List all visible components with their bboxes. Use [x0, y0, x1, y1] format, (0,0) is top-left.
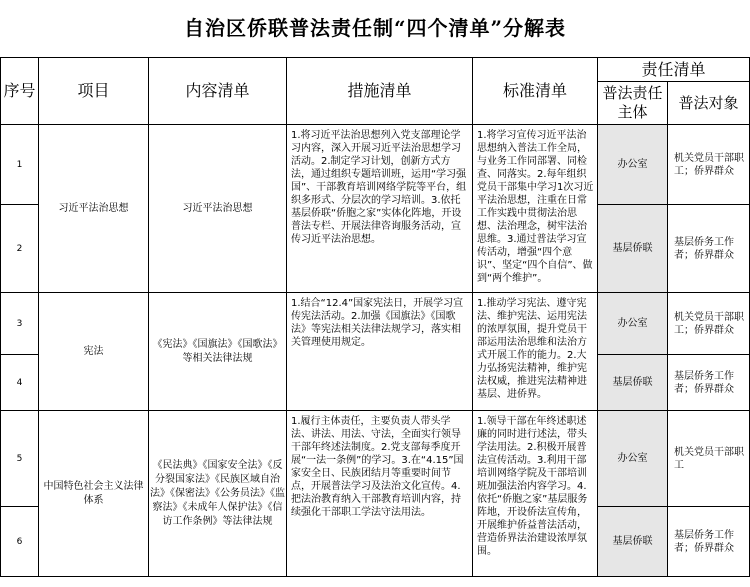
header-measures: 措施清单 [287, 58, 473, 125]
measures-cell: 1.将习近平法治思想列入党支部理论学习内容，深入开展习近平法治思想学习活动。2.制定学习计划，创新方式方法，通过组织专题培训班，运用“学习强国”、干部教育培训网络学院等平台，组织多形式、分层次的学习培训。3.依托基层侨联“侨胞之家”实体化阵地，开设普法专栏、开展法律咨询服务活动，宣传习近平法治思想。 [287, 125, 473, 293]
target-cell: 基层侨务工作者；侨界群众 [668, 355, 750, 411]
standard-cell: 1.领导干部在年终述职述廉的同时进行述法，带头学法用法。2.积极开展普法宣传活动。3.利用干部培训网络学院及干部培训班加强法治内容学习。4.依托“侨胞之家”基层服务阵地，开设侨法宣传角，开展维护侨益普法活动，营造侨界法治建设浓厚氛围。 [473, 411, 598, 577]
header-content: 内容清单 [149, 58, 287, 125]
item-cell: 宪法 [39, 293, 149, 411]
target-cell: 基层侨务工作者；侨界群众 [668, 205, 750, 293]
row-no: 1 [1, 125, 39, 205]
row-no: 4 [1, 355, 39, 411]
row-no: 6 [1, 507, 39, 577]
content-cell: 《民法典》《国家安全法》《反分裂国家法》《民族区域自治法》《保密法》《公务员法》《监察法》《未成年人保护法》《信访工作条例》等法律法规 [149, 411, 287, 577]
target-cell: 机关党员干部职工 [668, 411, 750, 507]
header-standard: 标准清单 [473, 58, 598, 125]
page-title: 自治区侨联普法责任制“四个清单”分解表 [183, 16, 566, 40]
subject-cell: 办公室 [598, 125, 668, 205]
row-no: 5 [1, 411, 39, 507]
header-no: 序号 [1, 58, 39, 125]
subject-cell: 办公室 [598, 411, 668, 507]
content-cell: 《宪法》《国旗法》《国歌法》等相关法律法规 [149, 293, 287, 411]
item-cell: 中国特色社会主义法律体系 [39, 411, 149, 577]
target-cell: 基层侨务工作者；侨界群众 [668, 507, 750, 577]
standard-cell: 1.推动学习宪法、遵守宪法、维护宪法、运用宪法的浓厚氛围，提升党员干部运用法治思维和法治方式开展工作的能力。2.大力弘扬宪法精神，维护宪法权威，推进宪法精神进基层、进侨界。 [473, 293, 598, 411]
table-row [1, 125, 750, 205]
subject-cell: 基层侨联 [598, 205, 668, 293]
row-no: 2 [1, 205, 39, 293]
header-target: 普法对象 [668, 82, 750, 125]
subject-cell: 办公室 [598, 293, 668, 355]
header-row-top [1, 58, 750, 82]
item-cell: 习近平法治思想 [39, 125, 149, 293]
target-cell: 机关党员干部职工；侨界群众 [668, 293, 750, 355]
header-item: 项目 [39, 58, 149, 125]
standard-cell: 1.将学习宣传习近平法治思想纳入普法工作全局，与业务工作同部署、同检查、同落实。2.每年组织党员干部集中学习1次习近平法治思想，注重在日常工作实践中贯彻法治思想、法治理念，树牢法治思维。3.通过普法学习宣传活动，增强“四个意识”、坚定“四个自信”、做到“两个维护”。 [473, 125, 598, 293]
measures-cell: 1.结合“12.4”国家宪法日，开展学习宣传宪法活动。2.加强《国旗法》《国歌法》等宪法相关法律法规学习，落实相关管理使用规定。 [287, 293, 473, 411]
header-responsibility: 责任清单 [598, 58, 750, 82]
target-cell: 机关党员干部职工；侨界群众 [668, 125, 750, 205]
table-row [1, 411, 750, 507]
table-row [1, 293, 750, 355]
subject-cell: 基层侨联 [598, 355, 668, 411]
row-no: 3 [1, 293, 39, 355]
duty-table [0, 57, 750, 577]
header-subject: 普法责任主体 [598, 82, 668, 125]
content-cell: 习近平法治思想 [149, 125, 287, 293]
measures-cell: 1.履行主体责任，主要负责人带头学法、讲法、用法、守法，全面实行领导干部年终述法制度。2.党支部每季度开展“一法一条例”的学习。3.在“4.15”国家安全日、民族团结月等重要时间节点，开展普法学习及法治文化宣传。4.把法治教育纳入干部教育培训内容，持续强化干部职工学法守法用法。 [287, 411, 473, 577]
subject-cell: 基层侨联 [598, 507, 668, 577]
